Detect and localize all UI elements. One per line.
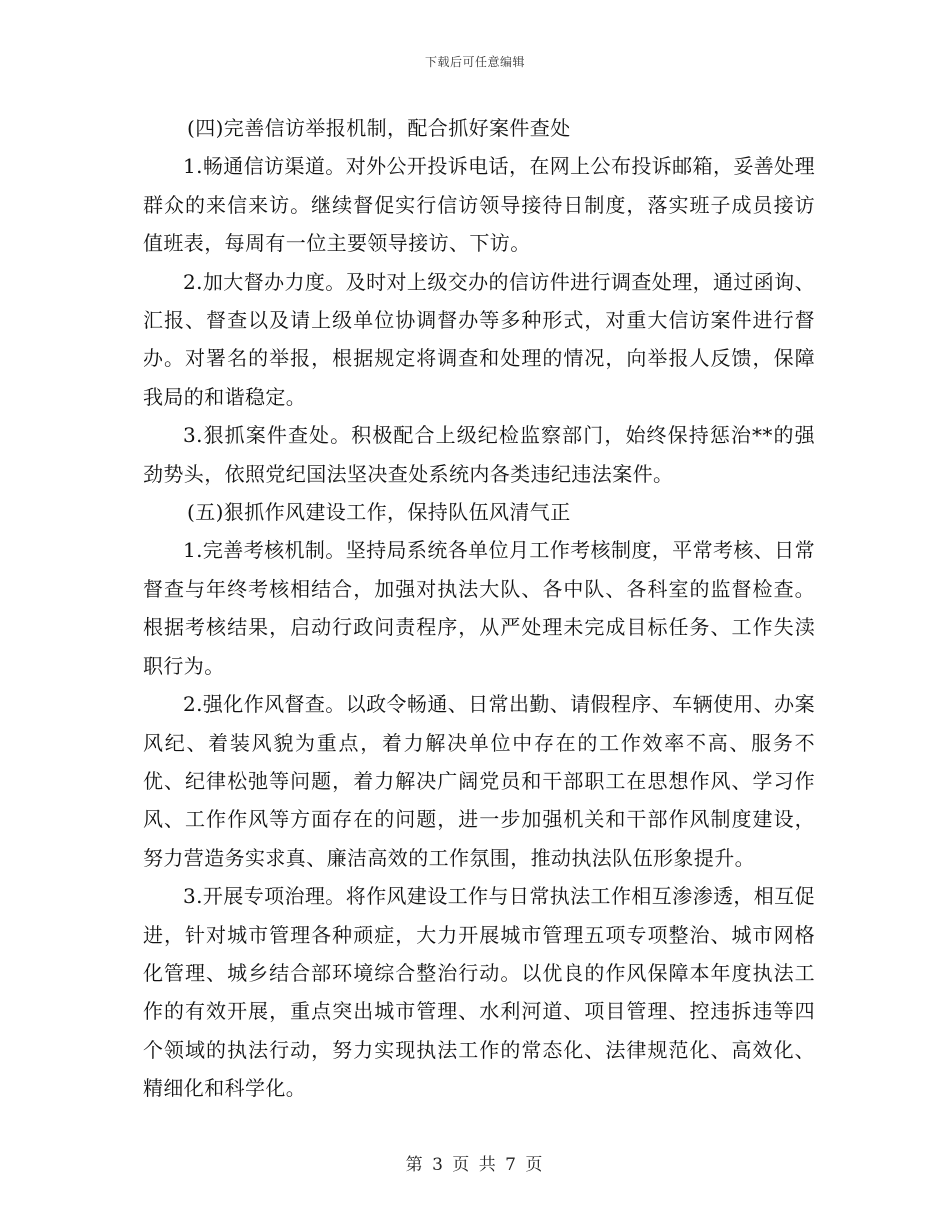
page-header: 下载后可任意编辑	[424, 55, 525, 69]
paragraph: 2.强化作风督查。以政令畅通、日常出勤、请假程序、车辆使用、办案风纪、着装风貌为重点，着力解决单位中存在的工作效率不高、服务不优、纪律松弛等问题，着力解决广阔党员和干部职工在思想作风、学习作风、工作作风等方面存在的问题，进一步加强机关和干部作风制度建设，努力营造务实求真、廉洁高效的工作氛围，推动执法队伍形象提升。	[143, 692, 815, 870]
paragraph: 3.开展专项治理。将作风建设工作与日常执法工作相互渗渗透，相互促进，针对城市管理各种顽症，大力开展城市管理五项专项整治、城市网格化管理、城乡结合部环境综合整治行动。以优良的作风保障本年度执法工作的有效开展，重点突出城市管理、水利河道、项目管理、控违拆违等四个领域的执法行动，努力实现执法工作的常态化、法律规范化、高效化、精细化和科学化。	[143, 884, 815, 1101]
document-body	[143, 109, 815, 1108]
paragraph: 1.完善考核机制。坚持局系统各单位月工作考核制度，平常考核、日常督查与年终考核相结合，加强对执法大队、各中队、各科室的监督检查。根据考核结果，启动行政问责程序，从严处理未完成目标任务、工作失渎职行为。	[143, 538, 815, 678]
paragraph: 2.加大督办力度。及时对上级交办的信访件进行调查处理，通过函询、汇报、督查以及请上级单位协调督办等多种形式，对重大信访案件进行督办。对署名的举报，根据规定将调查和处理的情况，向举报人反馈，保障我局的和谐稳定。	[143, 269, 815, 409]
page-number: 第 3 页 共 7 页	[405, 1155, 545, 1175]
section-heading-4: (四)完善信访举报机制，配合抓好案件查处	[187, 116, 571, 140]
section-heading-5: (五)狠抓作风建设工作，保持队伍风清气正	[187, 500, 571, 525]
paragraph: 3.狠抓案件查处。积极配合上级纪检监察部门，始终保持惩治**的强劲势头，依照党纪国法坚决查处系统内各类违纪违法案件。	[143, 423, 815, 486]
paragraph: 1.畅通信访渠道。对外公开投诉电话，在网上公布投诉邮箱，妥善处理群众的来信来访。继续督促实行信访领导接待日制度，落实班子成员接访值班表，每周有一位主要领导接访、下访。	[143, 154, 815, 256]
